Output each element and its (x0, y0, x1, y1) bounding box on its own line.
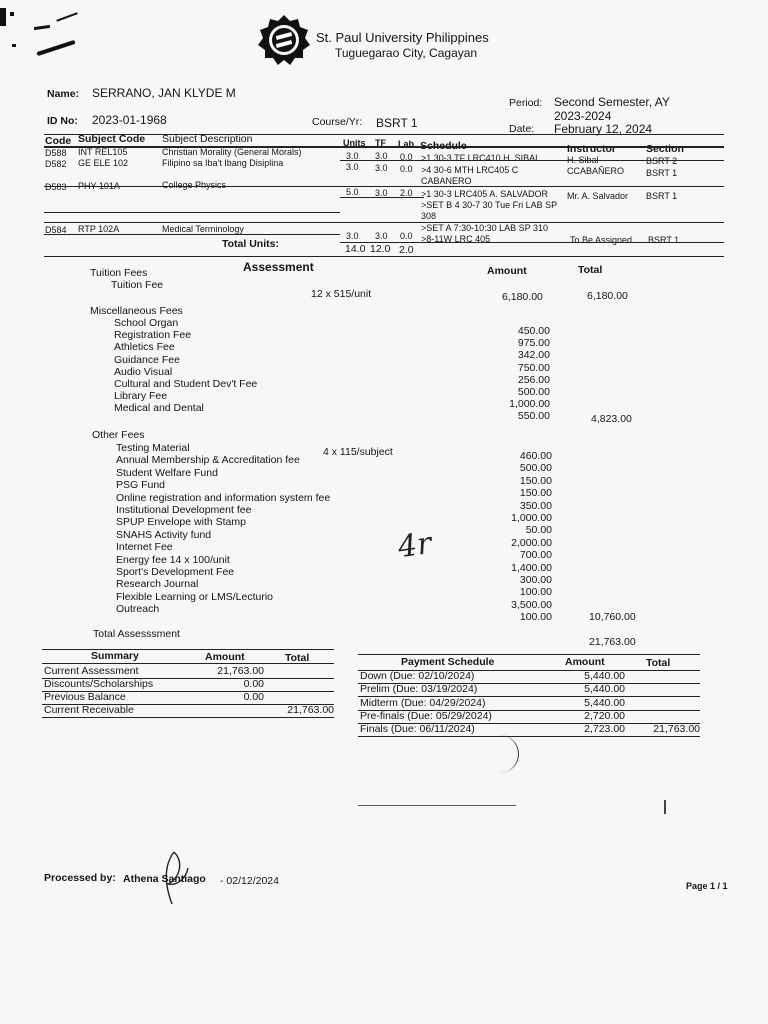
misc-fee-label: Registration Fee (114, 329, 192, 342)
scan-mark (500, 735, 519, 773)
grand-total: 21,763.00 (589, 636, 636, 648)
other-fee-label: SPUP Envelope with Stamp (116, 516, 246, 529)
tuition-total: 6,180.00 (587, 290, 628, 302)
other-fee-amount: 700.00 (519, 549, 552, 562)
other-fee-label: Internet Fee (116, 541, 173, 554)
processed-name: Athena Santiago (123, 873, 206, 885)
other-fee-label: Online registration and information system fee (116, 491, 331, 504)
col-tf: TF (375, 138, 386, 148)
row2-units: 3.0 (346, 162, 359, 172)
misc-fee-label: School Organ (114, 317, 179, 329)
row3-subject-code: PHY 101A (78, 181, 120, 191)
scan-mark (12, 44, 16, 47)
other-fee-amount: 1,000.00 (511, 512, 552, 524)
payment-row-divider (358, 736, 700, 737)
row2-instructor: CCABAÑERO (567, 166, 625, 176)
other-fee-label: Research Journal (116, 578, 199, 591)
tuition-amount: 6,180.00 (502, 291, 543, 303)
row4-tf: 3.0 (375, 231, 388, 241)
row1-section: BSRT 2 (646, 156, 678, 166)
university-name: St. Paul University Philippines (316, 30, 489, 45)
period-label: Period: (509, 97, 543, 109)
other-fee-amount: 50.00 (525, 524, 552, 537)
row3-schedule-2: >SET B 4 30-7 30 Tue Fri LAB SP (421, 200, 558, 210)
signature (158, 848, 192, 913)
summary-row-label: Current Assessment (44, 665, 139, 677)
other-fee-amount: 3,500.00 (511, 598, 552, 611)
row1-code: D588 (45, 148, 67, 158)
row2-schedule: >4 30-6 MTH LRC405 C (421, 165, 519, 175)
row1-instructor: H. Sibal (567, 155, 599, 165)
assessment-title: Assessment (243, 260, 314, 274)
handwriting-note: 4r (395, 525, 434, 566)
processed-date: - 02/12/2024 (220, 875, 279, 887)
misc-fee-label: Cultural and Student Dev't Fee (114, 378, 258, 390)
other-fee-amount: 150.00 (519, 474, 552, 487)
course-label: Course/Yr: (312, 116, 363, 128)
period-year: 2023-2024 (554, 109, 612, 123)
period-value: Second Semester, AY (554, 95, 670, 109)
misc-fee-amount: 500.00 (517, 386, 550, 398)
row4-lab: 0.0 (400, 231, 413, 241)
misc-fee-label: Guidance Fee (114, 353, 180, 366)
row3-instructor: Mr. A. Salvador (567, 191, 629, 201)
row2-tf: 3.0 (375, 163, 388, 173)
row3-units: 5.0 (346, 187, 359, 197)
col-description: Subject Description (162, 133, 253, 145)
row3-tf: 3.0 (375, 188, 388, 198)
row4-section: BSRT 1 (648, 235, 680, 245)
payment-row-label: Midterm (Due: 04/29/2024) (360, 696, 486, 709)
misc-total: 4,823.00 (591, 413, 632, 425)
payment-row-total: 21,763.00 (653, 723, 700, 736)
payment-row-amount: 2,723.00 (584, 723, 625, 736)
row3-schedule-4: >SET A 7:30-10:30 LAB SP 310 (421, 223, 549, 233)
row2-description: Filipino sa Iba't Ibang Disiplina (162, 158, 284, 168)
misc-fee-amount: 256.00 (517, 373, 550, 386)
assessment-total-header: Total (578, 264, 603, 276)
processed-label: Processed by: (44, 872, 116, 884)
student-name: SERRANO, JAN KLYDE M (92, 86, 236, 100)
other-fee-label: PSG Fund (116, 479, 166, 492)
scan-mark (664, 800, 666, 814)
total-units-label: Total Units: (222, 238, 279, 250)
row1-subject-code: INT REL105 (78, 147, 128, 157)
misc-fee-label: Library Fee (114, 390, 168, 403)
payment-row-amount: 5,440.00 (584, 670, 625, 682)
other-fee-label: Student Welfare Fund (116, 466, 218, 479)
row2-schedule-2: CABANERO (421, 176, 472, 186)
misc-fee-amount: 342.00 (517, 349, 550, 362)
misc-fee-amount: 550.00 (517, 410, 550, 423)
total-units: 14.0 (345, 243, 366, 255)
row4-subject-code: RTP 102A (78, 224, 120, 234)
misc-fee-amount: 750.00 (517, 361, 550, 374)
summary-row-divider (42, 717, 334, 718)
summary-amount-header: Amount (205, 651, 245, 663)
row4-instructor: To Be Assigned (570, 235, 633, 245)
other-fee-label: Annual Membership & Accreditation fee (116, 454, 300, 467)
row1-schedule: >1 30-3 TF LRC410 H. SIBAL (421, 153, 541, 163)
other-total: 10,760.00 (589, 611, 636, 623)
payment-row-label: Pre-finals (Due: 05/29/2024) (360, 709, 492, 722)
row2-code: D582 (45, 159, 67, 169)
scan-mark (358, 805, 516, 806)
misc-label: Miscellaneous Fees (90, 305, 183, 317)
row3-code: D583 (45, 182, 67, 192)
row3-lab: 2.0 (400, 188, 413, 198)
row4-code: D584 (45, 225, 67, 235)
university-location: Tuguegarao City, Cagayan (335, 46, 478, 60)
payment-row-amount: 5,440.00 (584, 696, 625, 709)
other-fee-amount: 2,000.00 (511, 536, 552, 549)
other-fee-amount: 350.00 (519, 499, 552, 512)
payment-row-amount: 5,440.00 (584, 683, 625, 696)
other-fee-amount: 150.00 (519, 487, 552, 500)
misc-fee-amount: 975.00 (517, 337, 550, 350)
payment-row-label: Down (Due: 02/10/2024) (360, 670, 475, 682)
misc-fee-label: Athletics Fee (114, 341, 175, 354)
other-fee-amount: 100.00 (519, 586, 552, 599)
col-instructor: Instructor (567, 143, 617, 155)
summary-row-label: Current Receivable (44, 704, 134, 716)
summary-row-amount: 0.00 (243, 678, 264, 690)
other-fee-label: Outreach (116, 603, 160, 616)
id-label: ID No: (47, 115, 78, 127)
row3-schedule-3: 308 (421, 211, 437, 221)
date-label: Date: (509, 123, 535, 135)
misc-fee-label: Audio Visual (114, 365, 173, 378)
scan-mark (10, 12, 14, 16)
university-logo (256, 14, 312, 66)
total-lab: 2.0 (399, 244, 414, 256)
other-fee-label: Institutional Development fee (116, 504, 252, 516)
summary-total-header: Total (285, 652, 310, 664)
other-fee-amount: 1,400.00 (511, 561, 552, 574)
row3-section: BSRT 1 (646, 191, 678, 201)
other-fee-label: Sport's Development Fee (116, 566, 235, 578)
row3-description: College Physics (162, 180, 227, 190)
summary-row-amount: 21,763.00 (217, 665, 264, 677)
scan-mark (56, 12, 77, 21)
row4-description: Medical Terminology (162, 224, 244, 234)
other-rate: 4 x 115/subject (323, 446, 393, 458)
tuition-label: Tuition Fees (90, 267, 148, 279)
row2-section: BSRT 1 (646, 168, 678, 178)
row4-units: 3.0 (346, 231, 359, 241)
summary-row-total: 21,763.00 (287, 704, 334, 716)
other-fee-amount: 500.00 (519, 462, 552, 475)
other-label: Other Fees (92, 429, 145, 441)
scan-mark (34, 25, 50, 30)
col-schedule: Schedule (420, 140, 467, 152)
row1-description: Christian Morality (General Morals) (162, 147, 302, 157)
total-assessment-label: Total Assesssment (93, 628, 180, 640)
other-fee-label: Energy fee 14 x 100/unit (116, 553, 230, 566)
summary-row-label: Discounts/Scholarships (44, 678, 154, 690)
misc-fee-amount: 450.00 (517, 325, 550, 337)
assessment-amount-header: Amount (487, 265, 527, 277)
payment-title: Payment Schedule (401, 656, 495, 668)
row1-units: 3.0 (346, 151, 359, 161)
course-value: BSRT 1 (376, 116, 418, 130)
other-fee-label: Flexible Learning or LMS/Lecturio (116, 590, 273, 603)
other-fee-amount: 460.00 (519, 450, 552, 462)
other-fee-amount: 300.00 (519, 574, 552, 586)
summary-row-amount: 0.00 (243, 691, 264, 703)
col-section: Section (646, 143, 684, 155)
other-fee-label: Testing Material (116, 442, 190, 454)
row2-subject-code: GE ELE 102 (78, 158, 129, 168)
misc-fee-amount: 1,000.00 (509, 398, 550, 411)
row4-schedule: >8-11W LRC 405 (421, 234, 491, 244)
row3-schedule: >1 30-3 LRC405 A. SALVADOR (421, 189, 548, 199)
col-lab: Lab (398, 139, 415, 149)
scan-mark (36, 40, 75, 56)
date-value: February 12, 2024 (554, 122, 653, 136)
total-tf: 12.0 (370, 243, 391, 255)
payment-total-header: Total (646, 657, 671, 669)
scan-mark (0, 8, 6, 26)
col-units: Units (343, 138, 366, 148)
row2-lab: 0.0 (400, 164, 413, 174)
col-subject-code: Subject Code (78, 133, 146, 145)
summary-title: Summary (91, 650, 139, 662)
other-fee-label: SNAHS Activity fund (116, 528, 212, 541)
page-number: Page 1 / 1 (686, 881, 728, 891)
payment-row-amount: 2,720.00 (584, 709, 625, 722)
name-label: Name: (47, 88, 80, 100)
other-fee-amount: 100.00 (519, 611, 552, 624)
student-id: 2023-01-1968 (92, 113, 167, 127)
row1-tf: 3.0 (375, 151, 388, 161)
tuition-rate: 12 x 515/unit (311, 288, 372, 300)
misc-fee-label: Medical and Dental (114, 402, 204, 415)
payment-row-label: Prelim (Due: 03/19/2024) (360, 683, 478, 696)
payment-amount-header: Amount (565, 656, 605, 668)
summary-row-label: Previous Balance (44, 691, 126, 703)
payment-row-label: Finals (Due: 06/11/2024) (360, 723, 475, 736)
col-code: Code (45, 135, 72, 147)
tuition-item: Tuition Fee (111, 279, 164, 291)
row1-lab: 0.0 (400, 152, 413, 162)
